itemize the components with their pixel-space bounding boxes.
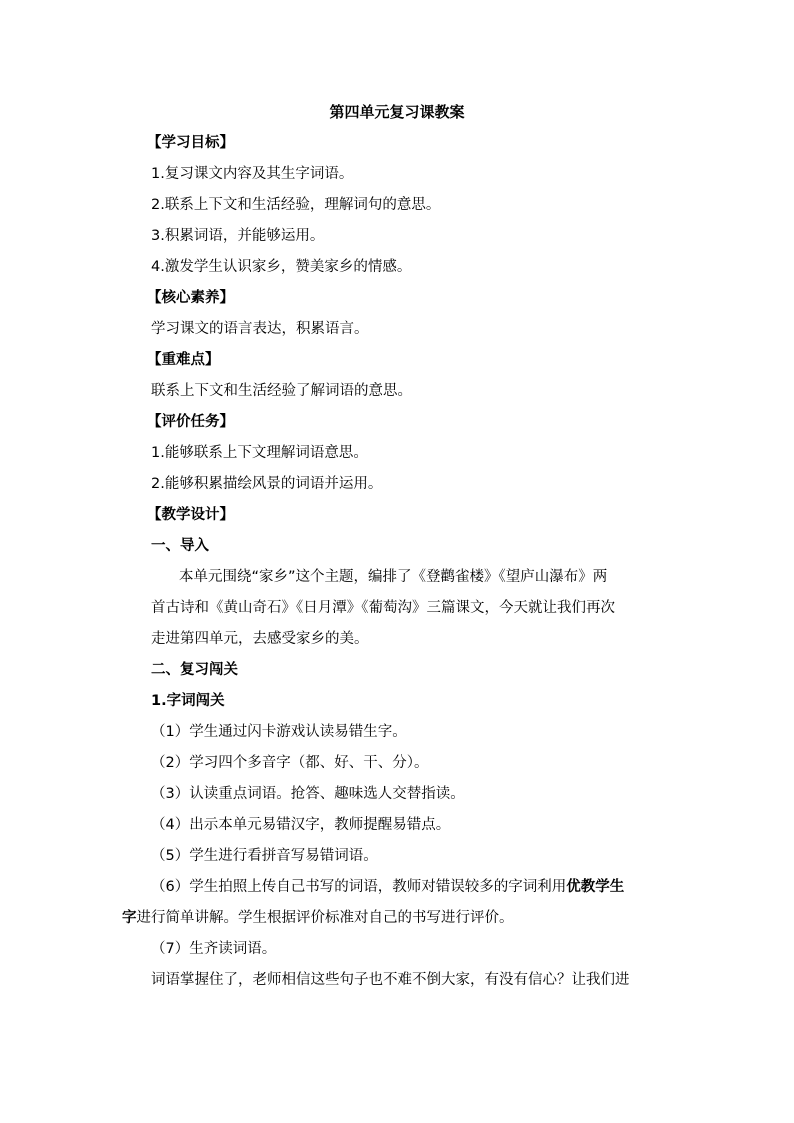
intro-line: 走进第四单元，去感受家乡的美。 (151, 631, 369, 647)
step-item: （2）学习四个多音字（都、好、干、分）。 (151, 755, 429, 771)
objective-item: 1.复习课文内容及其生字词语。 (151, 166, 354, 182)
step-item: （1）学生通过闪卡游戏认读易错生字。 (151, 724, 407, 740)
step6-text: （6）学生拍照上传自己书写的词语，教师对错误较多的字词利用 (151, 879, 567, 895)
step6-bold-term: 优教学生 (566, 879, 625, 895)
design-heading: 【教学设计】 (147, 507, 234, 523)
step-item: （4）出示本单元易错汉字，教师提醒易错点。 (151, 817, 451, 833)
objective-item: 4.激发学生认识家乡，赞美家乡的情感。 (151, 259, 412, 275)
keypoints-heading: 【重难点】 (147, 352, 220, 368)
objectives-heading: 【学习目标】 (147, 135, 234, 151)
subsection1-heading: 1.字词闯关 (151, 693, 225, 709)
literacy-heading: 【核心素养】 (147, 290, 234, 306)
objective-item: 2.联系上下文和生活经验，理解词句的意思。 (151, 197, 441, 213)
closing-line: 词语掌握住了，老师相信这些句子也不难不倒大家，有没有信心？让我们进 (151, 972, 630, 988)
objective-item: 3.积累词语，并能够运用。 (151, 228, 325, 244)
section1-heading: 一、导入 (151, 538, 209, 554)
step-item: （3）认读重点词语。抢答、趣味选人交替指读。 (151, 786, 465, 802)
keypoints-text: 联系上下文和生活经验了解词语的意思。 (151, 383, 412, 399)
assessment-item: 2.能够积累描绘风景的词语并运用。 (151, 476, 383, 492)
step6-line1 (151, 876, 624, 898)
step6-line2 (122, 907, 514, 929)
step6-text-cont: 进行简单讲解。学生根据评价标准对自己的书写进行评价。 (136, 910, 514, 926)
document-title: 第四单元复习课教案 (329, 103, 465, 121)
assessment-item: 1.能够联系上下文理解词语意思。 (151, 445, 368, 461)
intro-line: 本单元围绕“家乡”这个主题，编排了《登鹳雀楼》《望庐山瀑布》两 (179, 569, 608, 585)
assessment-heading: 【评价任务】 (147, 414, 234, 430)
literacy-text: 学习课文的语言表达，积累语言。 (151, 321, 369, 337)
section2-heading: 二、复习闯关 (151, 662, 238, 678)
step-item: （5）学生进行看拼音写易错词语。 (151, 848, 378, 864)
step-item: （7）生齐读词语。 (151, 941, 277, 957)
intro-line: 首古诗和《黄山奇石》《日月潭》《葡萄沟》三篇课文，今天就让我们再次 (151, 600, 615, 616)
step6-bold-term-end: 字 (122, 910, 137, 926)
